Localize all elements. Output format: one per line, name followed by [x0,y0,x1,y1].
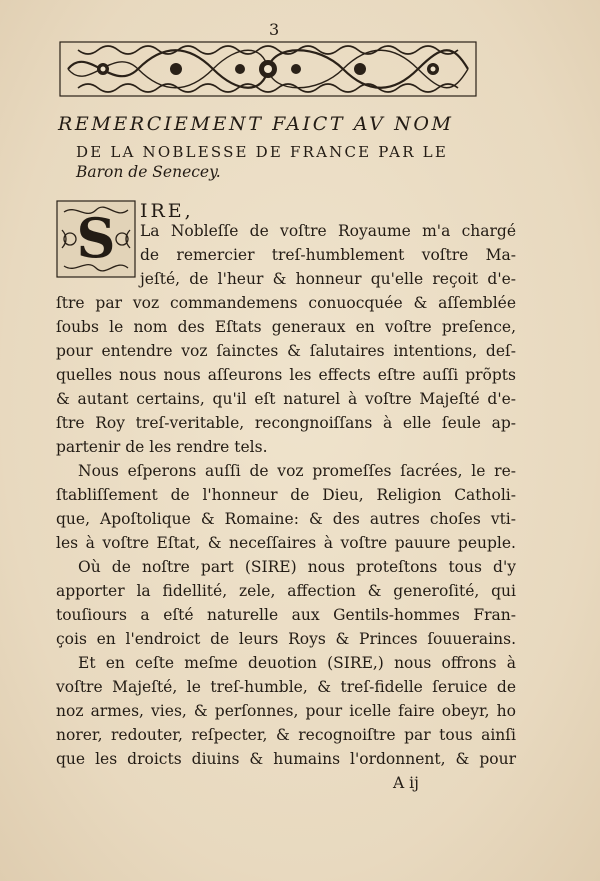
text-line: partenir de les rendre tels. [56,438,268,456]
text-line: que les droicts diuins & humains l'ordonnent, & pour [56,750,516,768]
text-line: quelles nous nous aſſeurons les effects eſtre auſſi prõpts [56,366,516,384]
text-line: ſtabliſſement de l'honneur de Dieu, Religion Catholi- [56,486,516,504]
page-number: 3 [269,20,280,39]
page-title: REMERCIEMENT FAICT AV NOM [58,113,454,135]
text-line: ſoubs le nom des Eſtats generaux en voſtre preſence, [56,318,516,336]
text-line: Où de noſtre part (SIRE) nous proteſtons tous d'y [78,558,516,576]
text-line: touſiours a eſté naturelle aux Gentils-hommes Fran- [56,606,516,624]
text-line: voſtre Majeſté, le treſ-humble, & treſ-fidelle ſeruice de [56,678,516,696]
signature-mark: A ij [393,774,419,792]
text-line: ſtre Roy treſ-veritable, recongnoiſſans à elle ſeule ap- [56,414,516,432]
text-line: pour entendre voz ſainctes & ſalutaires intentions, deſ- [56,342,516,360]
text-line: apporter la fidellité, zele, affection & generoſité, qui [56,582,516,600]
text-line: ſtre par voz commandemens conuocquée & aſſemblée [56,294,516,312]
text-line: les à voſtre Eſtat, & neceſſaires à voſtre pauure peuple. [56,534,516,552]
text-line: noz armes, vies, & perſonnes, pour icelle faire obeyr, ho [56,702,516,720]
decorated-initial-icon [56,200,136,278]
opening-word: IRE, [140,200,194,222]
page-subtitle: DE LA NOBLESSE DE FRANCE PAR LE [76,143,448,161]
text-line: çois en l'endroict de leurs Roys & Princes ſouuerains. [56,630,516,648]
text-line: jeſté, de l'heur & honneur qu'elle reçoit d'e- [140,270,516,288]
drop-cap-letter: S [76,206,116,270]
headpiece-ornament-icon [58,38,478,100]
text-line: de remercier treſ-humblement voſtre Ma- [140,246,516,264]
author-line: Baron de Senecey. [76,163,221,181]
text-line: Et en ceſte meſme deuotion (SIRE,) nous offrons à [78,654,516,672]
text-line: Nous eſperons auſſi de voz promeſſes ſacrées, le re- [78,462,516,480]
text-line: & autant certains, qu'il eſt naturel à voſtre Majeſté d'e- [56,390,516,408]
text-line: norer, redouter, reſpecter, & recognoiſtre par tous ainſi [56,726,516,744]
text-line: La Nobleſſe de voſtre Royaume m'a chargé [140,222,516,240]
text-line: que, Apoſtolique & Romaine: & des autres choſes vti- [56,510,516,528]
